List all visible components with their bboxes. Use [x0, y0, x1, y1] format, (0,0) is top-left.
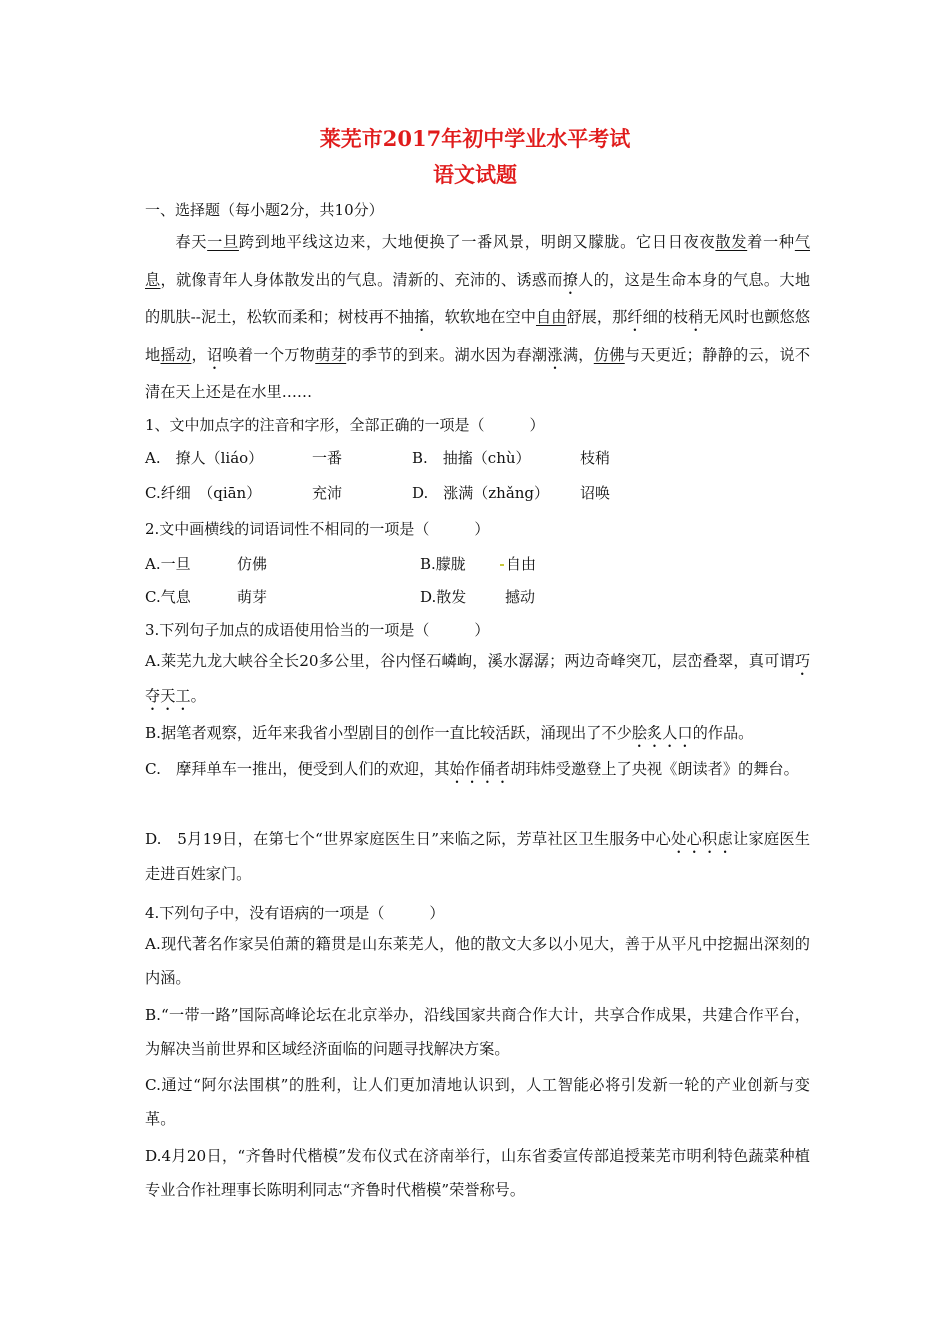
passage-text: 着一种	[747, 233, 795, 251]
q3-c-end: 胡玮炜受邀登上了央视《朗读者》的舞台。	[510, 760, 799, 778]
passage-text: 满，	[562, 345, 594, 364]
passage-text: 的季节的到来。湖水因为春潮	[346, 345, 548, 364]
q3-a-end: 。	[190, 687, 206, 705]
question-3-stem: 3.下列句子加点的成语使用恰当的一项是（ ）	[145, 621, 490, 639]
q3-d-text: D. 5月19日，在第七个“世界家庭医生日”来临之际，芳草社区卫生服务中心	[145, 830, 672, 848]
q3-b-text: B.据笔者观察，近年来我省小型剧目的创作一直比较活跃，涌现出了不少	[145, 724, 632, 742]
passage-text: 人的，这是生命本身的气息。大地的肌肤--泥土，松软而柔和；树枝再不抽	[145, 270, 811, 326]
dotted-character: 稍	[688, 308, 704, 326]
q1-option-b-word: 枝稍	[580, 449, 611, 467]
dotted-character: 涨	[547, 345, 563, 364]
underlined-word: 自由	[535, 308, 567, 326]
q3-option-c	[145, 752, 810, 787]
q2-option-b-text: 自由	[506, 555, 537, 573]
q3-c-idiom: 始作俑者	[449, 760, 511, 778]
dotted-character: 纤	[627, 308, 643, 326]
dotted-character: 搐	[414, 308, 430, 326]
section-heading: 一、选择题（每小题2分，共10分）	[145, 201, 384, 219]
q4-option-d: D.4月20日，“齐鲁时代楷模”发布仪式在济南举行，山东省委宣传部追授莱芜市明利特色蔬菜种植专业合作社理事长陈明利同志“齐鲁时代楷模”荣誉称号。	[145, 1147, 810, 1199]
exam-title: 莱芜市2017年初中学业水平考试	[319, 126, 631, 151]
q1-option-a-word: 一番	[312, 449, 343, 467]
q3-b-end: 的作品。	[692, 724, 754, 742]
underlined-word: 摇动	[160, 345, 192, 364]
passage-text: ，软软地在空中	[429, 308, 536, 326]
passage-text: 舒展，那	[566, 308, 628, 326]
q2-option-d: D.散发	[420, 588, 467, 606]
underlined-word: 气息	[145, 233, 811, 289]
q3-option-b	[145, 716, 810, 751]
reading-passage	[145, 224, 810, 412]
q3-b-idiom: 脍炙人口	[631, 724, 693, 742]
passage-text: 唤着一个万物	[222, 345, 316, 364]
q1-option-d: D. 涨满（zhǎng）	[412, 484, 550, 502]
highlight-mark	[500, 564, 504, 566]
q2-option-d-word: 撼动	[505, 588, 536, 606]
q3-a-text: A.莱芜九龙大峡谷全长20多公里，谷内怪石嶙峋，溪水潺潺；两边奇峰突兀，层峦叠翠，真可谓	[145, 652, 795, 670]
q4-option-b: B.“一带一路”国际高峰论坛在北京举办，沿线国家共商合作大计，共享合作成果，共建合作平台，为解决当前世界和区域经济面临的问题寻找解决方案。	[145, 1006, 810, 1058]
q1-option-a: A. 撩人（liáo）	[145, 449, 264, 467]
dotted-character: 撩	[562, 270, 579, 289]
q3-d-idiom: 处心积虑	[671, 830, 733, 848]
q2-option-b-word	[500, 553, 536, 574]
question-2-stem: 2.文中画横线的词语词性不相同的一项是（ ）	[145, 520, 490, 538]
q3-option-d	[145, 822, 810, 891]
q3-d-end: 让家庭医生走进百姓家门。	[145, 830, 811, 883]
q4-option-a: A.现代著名作家吴伯萧的籍贯是山东莱芜人，他的散文大多以小见大，善于从平凡中挖掘出深刻的内涵。	[145, 935, 810, 987]
q1-option-d-word: 诏唤	[580, 484, 611, 502]
underlined-word: 仿佛	[593, 345, 625, 364]
passage-text: ，	[191, 345, 207, 364]
q4-option-c: C.通过“阿尔法围棋”的胜利，让人们更加清地认识到，人工智能必将引发新一轮的产业创新与变革。	[145, 1076, 810, 1128]
q1-option-c-word: 充沛	[312, 484, 343, 502]
passage-text: 无风时也颤悠悠地	[145, 308, 811, 364]
passage-text: 细的枝	[642, 308, 689, 326]
q3-c-text: C. 摩拜单车一推出，便受到人们的欢迎，其	[145, 760, 450, 778]
q1-option-b: B. 抽搐（chù）	[412, 449, 531, 467]
passage-text: 春天	[175, 233, 208, 251]
q1-option-c: C.纤细 （qiān）	[145, 484, 262, 502]
exam-subtitle: 语文试题	[433, 162, 517, 187]
question-1-stem: 1、文中加点字的注音和字形，全部正确的一项是（ ）	[145, 416, 545, 434]
q2-option-c-word: 萌芽	[237, 588, 268, 606]
q3-option-a	[145, 644, 810, 714]
passage-text: ，就像青年人身体散发出的气息。清新的、充沛的、诱惑而	[160, 270, 563, 289]
passage-text: 与天更近；静静的云，说不清在天上还是在水里……	[145, 345, 811, 401]
q2-option-a-word: 仿佛	[237, 555, 268, 573]
underlined-word: 一旦	[207, 233, 239, 251]
passage-text: 跨到地平线这边来，大地便换了一番风景，明朗又朦胧。它日日夜夜	[238, 233, 716, 251]
question-4-stem: 4.下列句子中，没有语病的一项是（ ）	[145, 904, 445, 922]
q2-option-a: A.一旦	[145, 555, 191, 573]
q3-a-idiom: 巧夺天工	[145, 652, 810, 705]
dotted-character: 诏	[206, 345, 223, 364]
underlined-word: 散发	[715, 233, 748, 251]
underlined-word: 萌芽	[315, 345, 347, 364]
q2-option-b: B.朦胧	[420, 555, 466, 573]
q2-option-c: C.气息	[145, 588, 191, 606]
